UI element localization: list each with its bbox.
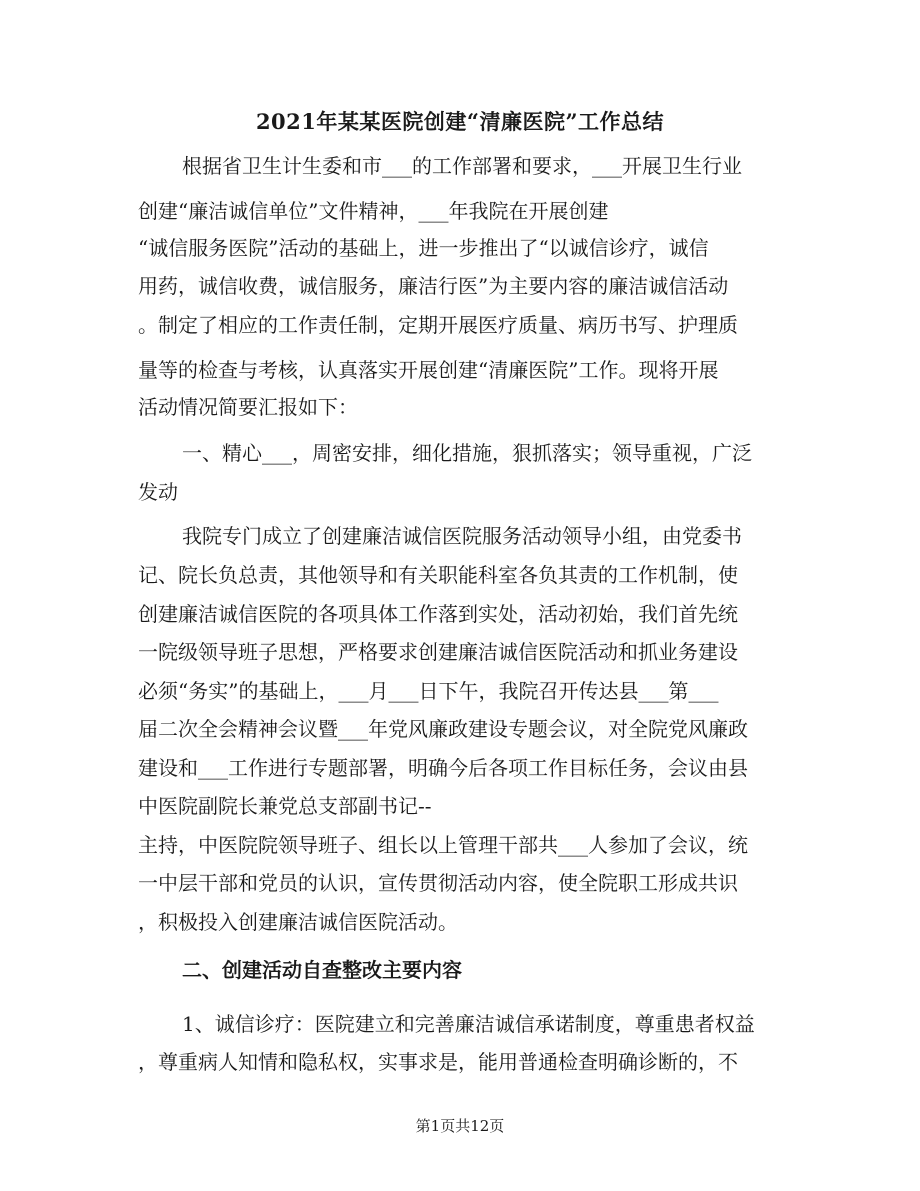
paragraph-line: ，积极投入创建廉洁诚信医院活动。 — [138, 910, 458, 934]
section-heading-line: 发动 — [138, 480, 178, 504]
paragraph-line: 活动情况简要汇报如下： — [138, 395, 358, 419]
paragraph-line: 创建廉洁诚信医院的各项具体工作落到实处，活动初始，我们首先统 — [138, 602, 738, 626]
section-heading-line: 一、精心___，周密安排，细化措施，狠抓落实；领导重视，广泛 — [182, 441, 752, 465]
paragraph-line: 量等的检查与考核，认真落实开展创建“清廉医院”工作。现将开展 — [138, 358, 719, 382]
paragraph-line: 记、院长负总责，其他领导和有关职能科室各负其责的工作机制，使 — [138, 563, 738, 587]
paragraph-line: 一中层干部和党员的认识，宣传贯彻活动内容，使全院职工形成共识 — [138, 871, 738, 895]
document-title: 2021年某某医院创建“清廉医院”工作总结 — [255, 109, 665, 134]
page-number: 第1页共12页 — [415, 1117, 505, 1135]
paragraph-line: 我院专门成立了创建廉洁诚信医院服务活动领导小组，由党委书 — [182, 524, 742, 548]
paragraph-line: “诚信服务医院”活动的基础上，进一步推出了“以诚信诊疗，诚信 — [138, 236, 709, 260]
paragraph-line: 届二次全会精神会议暨___年党风廉政建设专题会议，对全院党风廉政 — [138, 717, 748, 741]
section-heading: 二、创建活动自查整改主要内容 — [182, 958, 462, 982]
paragraph-line: 创建“廉洁诚信单位”文件精神，___年我院在开展创建 — [138, 199, 609, 223]
paragraph-line: 。制定了相应的工作责任制，定期开展医疗质量、病历书写、护理质 — [138, 313, 738, 337]
paragraph-line: 一院级领导班子思想，严格要求创建廉洁诚信医院活动和抓业务建设 — [138, 640, 738, 664]
paragraph-line: 中医院副院长兼党总支部副书记-- — [138, 794, 432, 818]
paragraph-line: 用药，诚信收费，诚信服务，廉洁行医”为主要内容的廉洁诚信活动 — [138, 274, 729, 298]
paragraph-line: ，尊重病人知情和隐私权，实事求是，能用普通检查明确诊断的，不 — [138, 1050, 738, 1074]
paragraph-line: 主持，中医院院领导班子、组长以上管理干部共___人参加了会议，统 — [138, 833, 748, 857]
paragraph-line: 必须“务实”的基础上，___月___日下午，我院召开传达县___第___ — [138, 679, 719, 703]
paragraph-line: 1、诚信诊疗：医院建立和完善廉洁诚信承诺制度，尊重患者权益 — [182, 1012, 755, 1036]
paragraph-line: 根据省卫生计生委和市___的工作部署和要求，___开展卫生行业 — [182, 154, 742, 178]
paragraph-line: 建设和___工作进行专题部署，明确今后各项工作目标任务，会议由县 — [138, 756, 748, 780]
